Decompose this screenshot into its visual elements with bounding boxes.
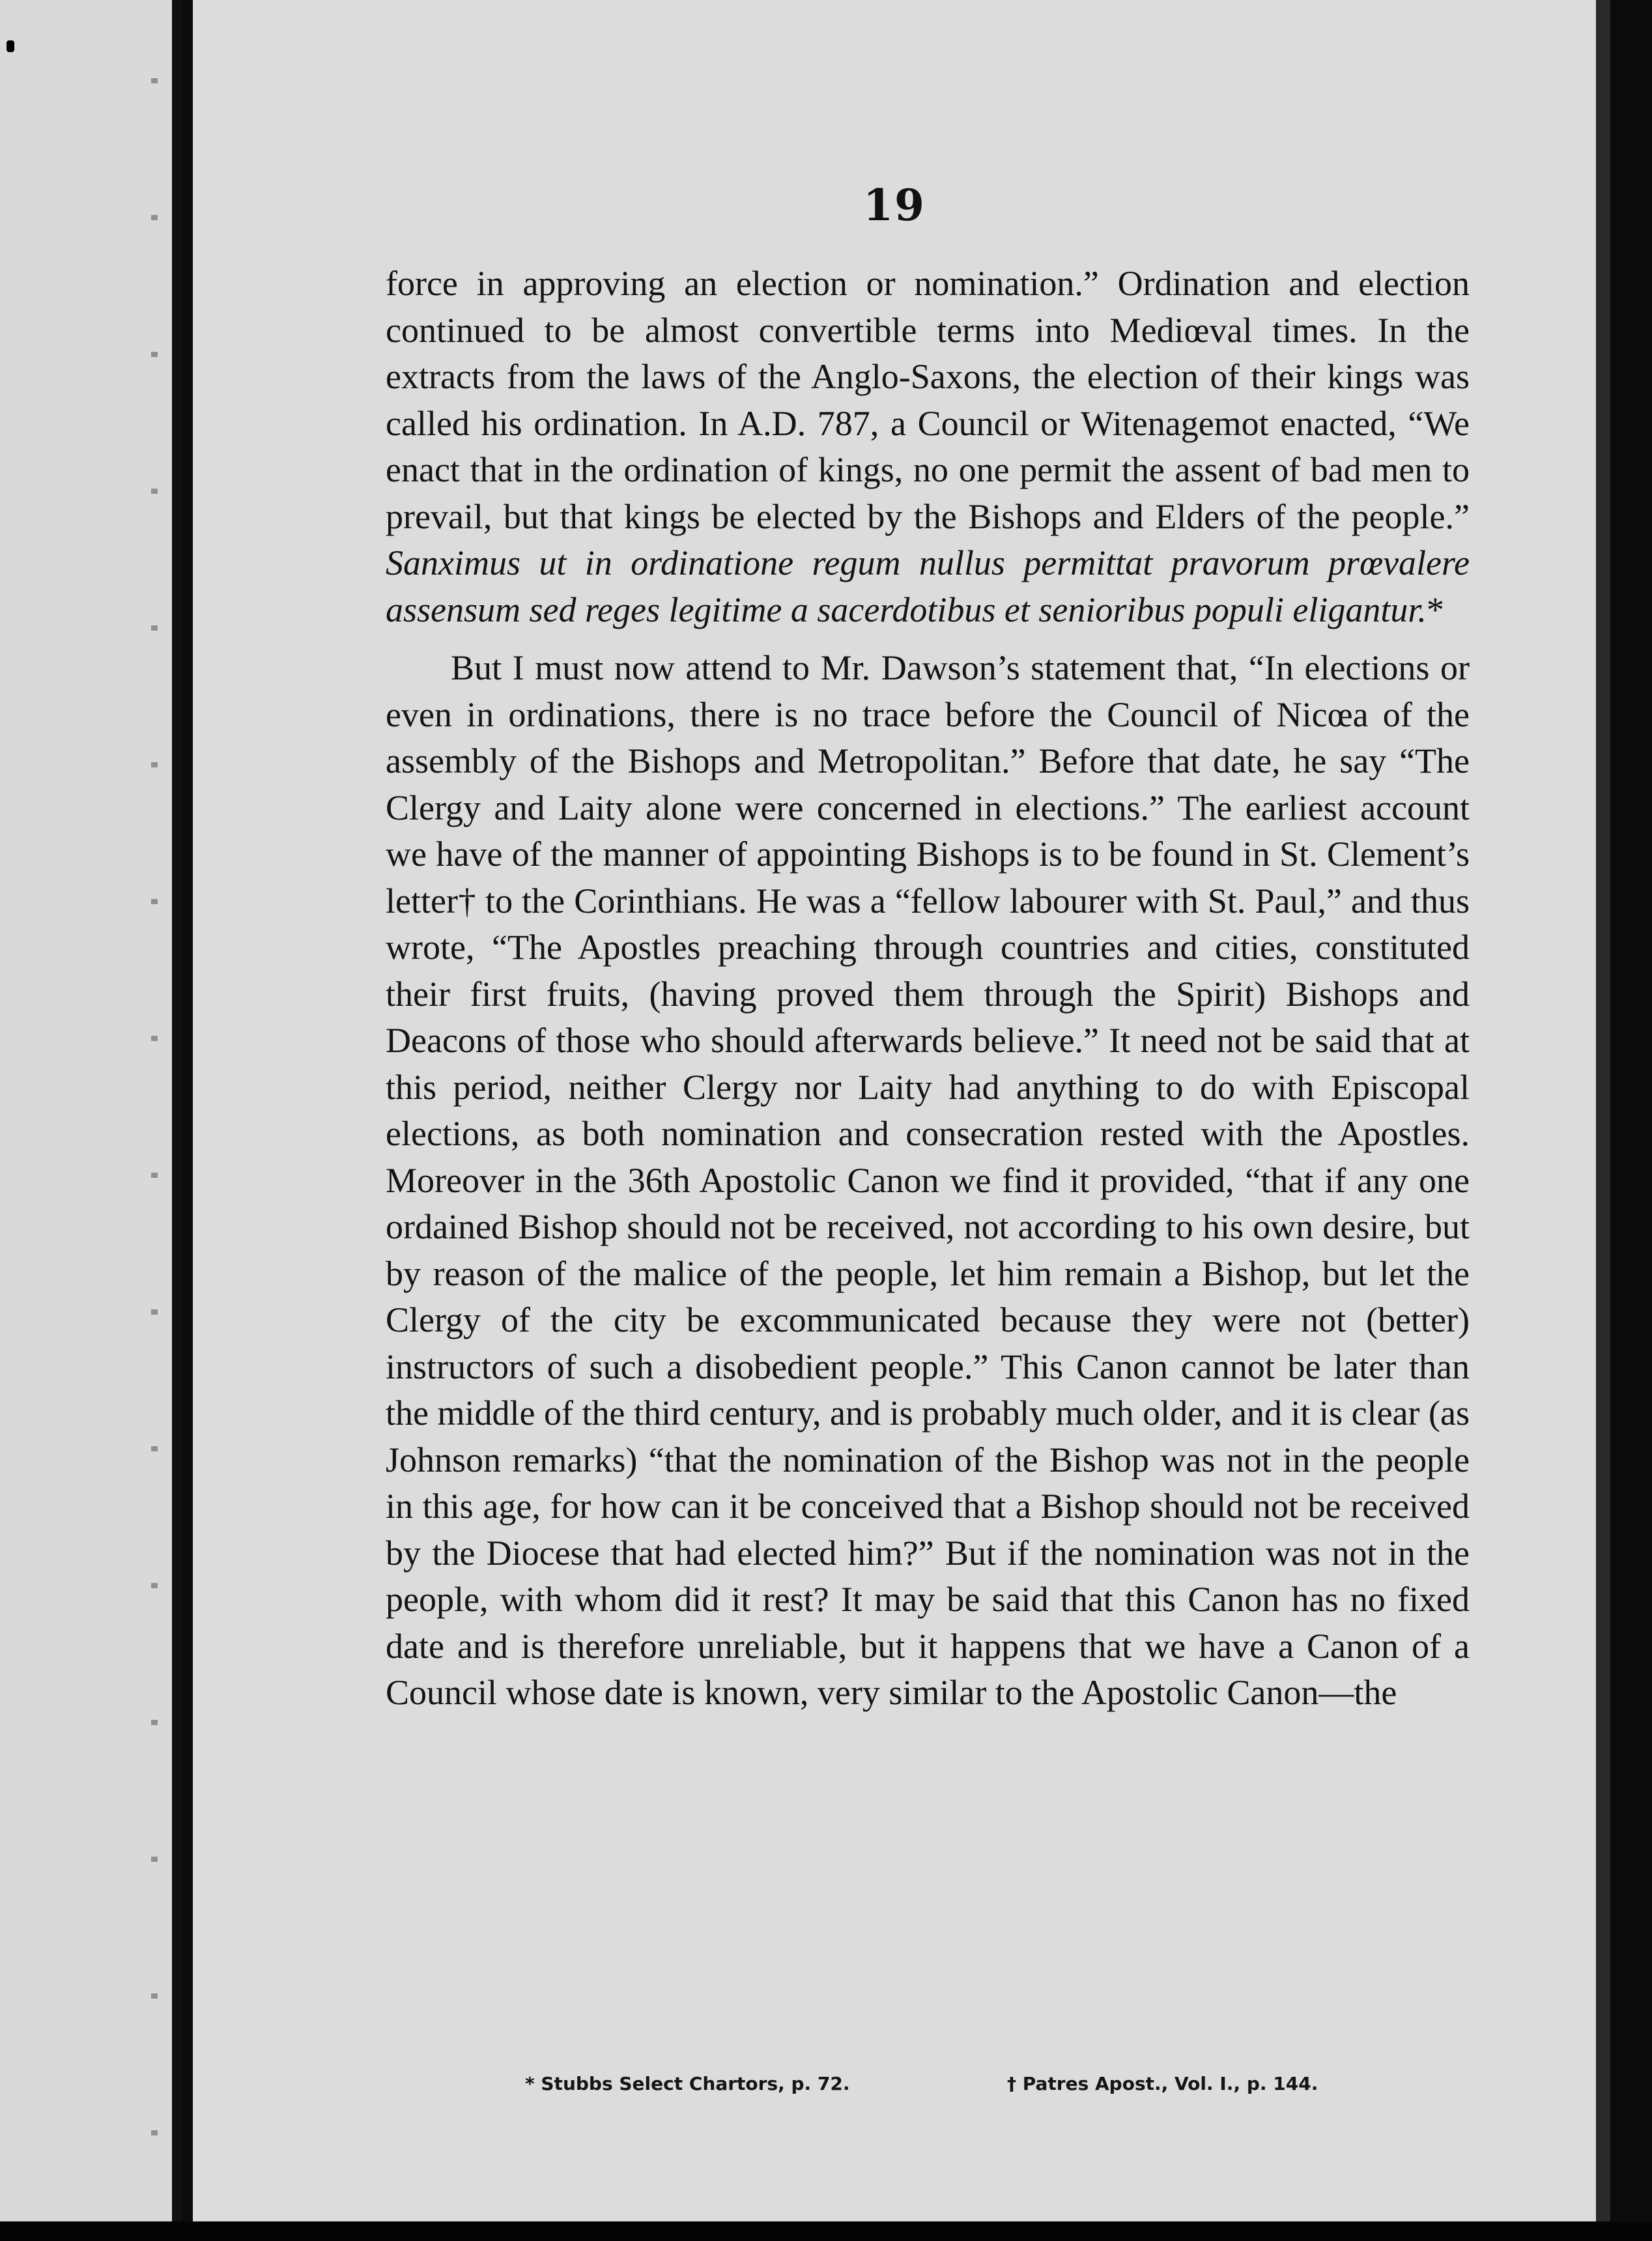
scan-bottom-border [0, 2221, 1652, 2241]
paragraph-2 [386, 645, 1470, 1717]
footnote-2: † Patres Apost., Vol. I., p. 144. [1007, 2073, 1318, 2094]
body-text [386, 261, 1470, 1717]
paragraph-1 [386, 261, 1470, 633]
paragraph-2-text: But I must now attend to Mr. Dawson’s statement that, “In elections or even in ordinations, there is no trace before the Council of Nicœa of the assembly of the Bishops and Metropolitan.” Before that date, he say “The Clergy and Laity alone were concerned in elections.” The earliest account we have of the manner of appointing Bishops is to be found in St. Clement’s letter† to the Corinthians. He was a “fellow labourer with St. Paul,” and thus wrote, “The Apostles preaching through countries and cities, constituted their first fruits, (having proved them through the Spirit) Bishops and Deacons of those who should afterwards believe.” It need not be said that at this period, neither Clergy nor Laity had anything to do with Episcopal elections, as both nomination and consecration rested with the Apostles. Moreover in the 36th Apostolic Canon we find it provided, “that if any one ordained Bishop should not be received, not according to his own desire, but by reason of the malice of the people, let him remain a Bishop, but let the Clergy of the city be excommunicated because they were not (better) instructors of such a disobedient people.” This Canon cannot be later than the middle of the third century, and is probably much older, and it is clear (as Johnson remarks) “that the nomination of the Bishop was not in the people in this age, for how can it be conceived that a Bishop should not be received by the Diocese that had elected him?” But if the nomination was not in the people, with whom did it rest? It may be said that this Canon has no fixed date and is therefore unreliable, but it happens that we have a Canon of a Council whose date is known, very similar to the Apostolic Canon—the [386, 648, 1470, 1712]
page-edge-marks [151, 0, 158, 2241]
book-page [193, 0, 1610, 2221]
page-number: 19 [863, 180, 926, 231]
footnotes [525, 2073, 1567, 2112]
footnote-1: * Stubbs Select Chartors, p. 72. [525, 2073, 850, 2094]
latin-quotation: Sanximus ut in ordinatione regum nullus permittat pravorum prœvalere assensum sed reges legitime a sacerdotibus et senioribus populi eligantur. [386, 543, 1470, 629]
adjacent-page-edge [0, 0, 182, 2241]
paragraph-1-text: force in approving an election or nomination.” Ordination and election continued to be almost convertible terms into Mediœval times. In the extracts from the laws of the Anglo-Saxons, the election of their kings was called his ordination. In A.D. 787, a Council or Witenagemot enacted, “We enact that in the ordination of kings, no one permit the assent of bad men to prevail, but that kings be elected by the Bishops and Elders of the people.” [386, 264, 1470, 536]
scan-speck [7, 40, 14, 52]
footnote-marker-asterisk: * [1426, 590, 1444, 629]
